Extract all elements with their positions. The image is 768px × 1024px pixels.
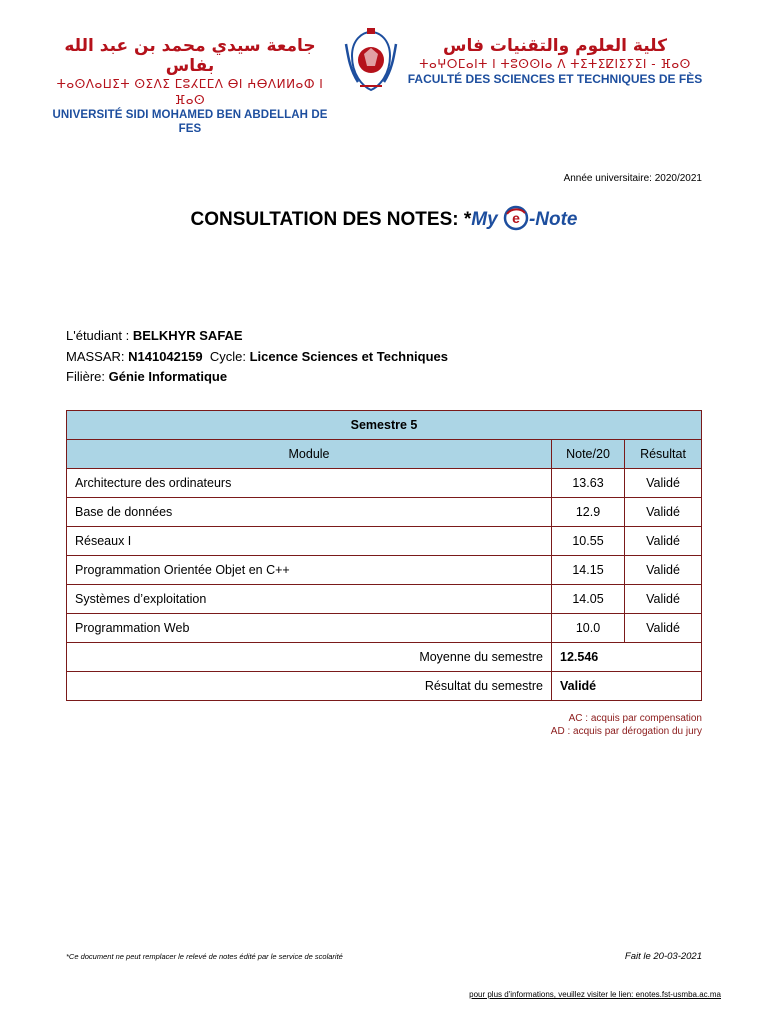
- massar-label: MASSAR:: [66, 349, 129, 364]
- module-name: Base de données: [67, 498, 552, 527]
- module-name: Architecture des ordinateurs: [67, 469, 552, 498]
- page-title: [0, 205, 768, 231]
- student-name: BELKHYR SAFAE: [132, 328, 243, 343]
- student-name-line: [66, 326, 243, 346]
- module-result: Validé: [625, 585, 702, 614]
- table-row: [67, 556, 702, 585]
- module-note: 14.05: [552, 585, 625, 614]
- semester-result-value: Validé: [552, 672, 702, 701]
- student-name-label: L'étudiant :: [66, 328, 133, 343]
- module-name: Programmation Orientée Objet en C++: [67, 556, 552, 585]
- semester-result-label: Résultat du semestre: [67, 672, 552, 701]
- module-result: Validé: [625, 527, 702, 556]
- faculty-name-french: FACULTÉ DES SCIENCES ET TECHNIQUES DE FÈS: [407, 72, 703, 86]
- table-row: [67, 469, 702, 498]
- info-link[interactable]: pour plus d'informations, veuillez visiter le lien: enotes.fst-usmba.ac.ma: [469, 990, 721, 999]
- header-note: Note/20: [552, 440, 625, 469]
- e-logo-letter: e: [512, 210, 520, 226]
- module-name: Réseaux I: [67, 527, 552, 556]
- module-result: Validé: [625, 614, 702, 643]
- university-name-tifinagh: ⵜⴰⵙⴷⴰⵡⵉⵜ ⵙⵉⴷⵉ ⵎⵓⵃⵎⵎⴷ ⴱⵏ ⵄⴱⴷⵍⵍⴰⵀ ⵏ ⴼⴰⵙ: [56, 77, 324, 107]
- university-name-arabic: جامعة سيدي محمد بن عبد الله بفاس: [64, 36, 316, 76]
- e-logo-icon: [503, 205, 529, 231]
- faculty-header: [405, 36, 705, 86]
- table-row: [67, 585, 702, 614]
- average-row: [67, 643, 702, 672]
- title-my: My: [471, 209, 498, 230]
- table-row: [67, 614, 702, 643]
- table-row: [67, 527, 702, 556]
- faculty-name-arabic: كلية العلوم والتقنيات فاس: [443, 36, 667, 56]
- header-module: Module: [67, 440, 552, 469]
- filiere-value: Génie Informatique: [108, 369, 228, 384]
- table-header-row: [67, 440, 702, 469]
- footnote: *Ce document ne peut remplacer le relevé de notes édité par le service de scolarité: [66, 952, 343, 961]
- faculty-name-tifinagh: ⵜⴰⵖⵔⵎⴰⵏⵜ ⵏ ⵜⵓⵙⵙⵏⴰ ⴷ ⵜⵉⵜⵉⵇⵏⵉⵢⵉⵏ - ⴼⴰⵙ: [419, 57, 691, 71]
- module-name: Programmation Web: [67, 614, 552, 643]
- title-prefix: CONSULTATION DES NOTES: *: [190, 209, 472, 230]
- average-value: 12.546: [552, 643, 702, 672]
- academic-year: Année universitaire: 2020/2021: [563, 173, 702, 184]
- module-note: 10.0: [552, 614, 625, 643]
- university-name-french: UNIVERSITÉ SIDI MOHAMED BEN ABDELLAH DE FES: [52, 109, 328, 135]
- issue-date: Fait le 20-03-2021: [624, 951, 702, 962]
- cycle-label: Cycle:: [202, 349, 250, 364]
- filiere-label: Filière:: [66, 369, 109, 384]
- legend-ac: AC : acquis par compensation: [568, 713, 702, 724]
- module-note: 10.55: [552, 527, 625, 556]
- massar-value: N141042159: [128, 349, 203, 364]
- university-header: [40, 36, 340, 136]
- header-resultat: Résultat: [625, 440, 702, 469]
- module-result: Validé: [625, 469, 702, 498]
- semester-title: Semestre 5: [67, 411, 702, 440]
- module-note: 12.9: [552, 498, 625, 527]
- module-name: Systèmes d’exploitation: [67, 585, 552, 614]
- module-note: 14.15: [552, 556, 625, 585]
- module-result: Validé: [625, 498, 702, 527]
- university-emblem-icon: [340, 26, 402, 94]
- student-massar-line: [66, 347, 448, 367]
- semester-row: [67, 411, 702, 440]
- grades-table: [66, 410, 702, 701]
- semester-result-row: [67, 672, 702, 701]
- student-filiere-line: [66, 367, 227, 387]
- legend-ad: AD : acquis par dérogation du jury: [550, 726, 702, 737]
- module-note: 13.63: [552, 469, 625, 498]
- module-result: Validé: [625, 556, 702, 585]
- average-label: Moyenne du semestre: [67, 643, 552, 672]
- table-row: [67, 498, 702, 527]
- cycle-value: Licence Sciences et Techniques: [249, 349, 449, 364]
- title-note: -Note: [528, 209, 578, 230]
